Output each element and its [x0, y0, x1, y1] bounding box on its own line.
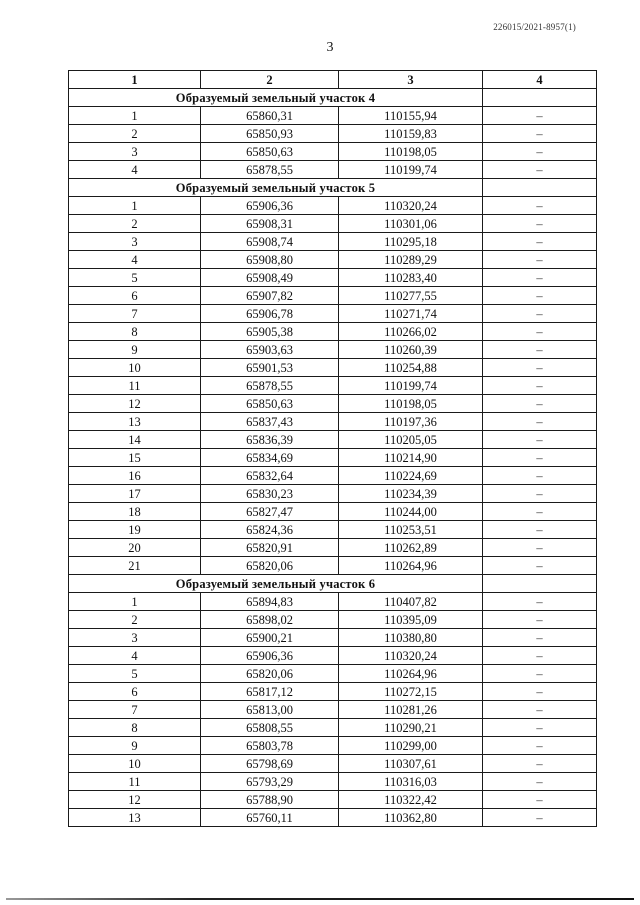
table-row — [69, 449, 597, 467]
section-title: Образуемый земельный участок 4 — [69, 89, 483, 107]
table-row — [69, 629, 597, 647]
point-number-cell: 1 — [69, 107, 201, 125]
y-coordinate-cell: 110205,05 — [339, 431, 483, 449]
table-row — [69, 341, 597, 359]
y-coordinate-cell: 110322,42 — [339, 791, 483, 809]
x-coordinate-cell: 65808,55 — [201, 719, 339, 737]
x-coordinate-cell: 65836,39 — [201, 431, 339, 449]
point-number-cell: 5 — [69, 269, 201, 287]
point-number-cell: 2 — [69, 215, 201, 233]
point-number-cell: 2 — [69, 125, 201, 143]
table-row — [69, 791, 597, 809]
point-number-cell: 12 — [69, 395, 201, 413]
point-number-cell: 10 — [69, 755, 201, 773]
y-coordinate-cell: 110199,74 — [339, 161, 483, 179]
table-row — [69, 719, 597, 737]
coordinates-table — [68, 70, 597, 827]
y-coordinate-cell: 110307,61 — [339, 755, 483, 773]
point-number-cell: 14 — [69, 431, 201, 449]
note-cell: – — [483, 359, 597, 377]
table-row — [69, 161, 597, 179]
note-cell: – — [483, 539, 597, 557]
note-cell: – — [483, 449, 597, 467]
y-coordinate-cell: 110198,05 — [339, 395, 483, 413]
note-cell: – — [483, 503, 597, 521]
table-row — [69, 539, 597, 557]
x-coordinate-cell: 65907,82 — [201, 287, 339, 305]
y-coordinate-cell: 110362,80 — [339, 809, 483, 827]
table-row — [69, 251, 597, 269]
table-row — [69, 809, 597, 827]
note-cell: – — [483, 233, 597, 251]
y-coordinate-cell: 110320,24 — [339, 197, 483, 215]
point-number-cell: 2 — [69, 611, 201, 629]
note-cell: – — [483, 341, 597, 359]
point-number-cell: 9 — [69, 737, 201, 755]
note-cell: – — [483, 287, 597, 305]
y-coordinate-cell: 110253,51 — [339, 521, 483, 539]
point-number-cell: 13 — [69, 809, 201, 827]
bottom-scan-edge — [6, 898, 634, 900]
table-row — [69, 485, 597, 503]
x-coordinate-cell: 65820,06 — [201, 557, 339, 575]
y-coordinate-cell: 110290,21 — [339, 719, 483, 737]
x-coordinate-cell: 65788,90 — [201, 791, 339, 809]
point-number-cell: 7 — [69, 701, 201, 719]
y-coordinate-cell: 110320,24 — [339, 647, 483, 665]
note-cell: – — [483, 161, 597, 179]
x-coordinate-cell: 65878,55 — [201, 377, 339, 395]
table-row — [69, 287, 597, 305]
note-cell: – — [483, 125, 597, 143]
note-cell: – — [483, 305, 597, 323]
section-empty-cell — [483, 89, 597, 107]
y-coordinate-cell: 110266,02 — [339, 323, 483, 341]
note-cell: – — [483, 773, 597, 791]
point-number-cell: 3 — [69, 143, 201, 161]
point-number-cell: 4 — [69, 161, 201, 179]
y-coordinate-cell: 110299,00 — [339, 737, 483, 755]
point-number-cell: 3 — [69, 629, 201, 647]
x-coordinate-cell: 65798,69 — [201, 755, 339, 773]
table-row — [69, 521, 597, 539]
y-coordinate-cell: 110283,40 — [339, 269, 483, 287]
point-number-cell: 21 — [69, 557, 201, 575]
y-coordinate-cell: 110244,00 — [339, 503, 483, 521]
table-row — [69, 233, 597, 251]
x-coordinate-cell: 65850,63 — [201, 143, 339, 161]
table-row — [69, 359, 597, 377]
point-number-cell: 4 — [69, 647, 201, 665]
point-number-cell: 6 — [69, 287, 201, 305]
point-number-cell: 11 — [69, 377, 201, 395]
point-number-cell: 3 — [69, 233, 201, 251]
y-coordinate-cell: 110301,06 — [339, 215, 483, 233]
x-coordinate-cell: 65817,12 — [201, 683, 339, 701]
table-row — [69, 701, 597, 719]
note-cell: – — [483, 269, 597, 287]
y-coordinate-cell: 110264,96 — [339, 665, 483, 683]
y-coordinate-cell: 110277,55 — [339, 287, 483, 305]
y-coordinate-cell: 110199,74 — [339, 377, 483, 395]
column-header: 2 — [201, 71, 339, 89]
y-coordinate-cell: 110264,96 — [339, 557, 483, 575]
x-coordinate-cell: 65850,93 — [201, 125, 339, 143]
note-cell: – — [483, 143, 597, 161]
point-number-cell: 11 — [69, 773, 201, 791]
x-coordinate-cell: 65830,23 — [201, 485, 339, 503]
table-row — [69, 611, 597, 629]
x-coordinate-cell: 65905,38 — [201, 323, 339, 341]
y-coordinate-cell: 110214,90 — [339, 449, 483, 467]
note-cell: – — [483, 737, 597, 755]
y-coordinate-cell: 110295,18 — [339, 233, 483, 251]
y-coordinate-cell: 110271,74 — [339, 305, 483, 323]
table-row — [69, 413, 597, 431]
y-coordinate-cell: 110159,83 — [339, 125, 483, 143]
y-coordinate-cell: 110289,29 — [339, 251, 483, 269]
note-cell: – — [483, 611, 597, 629]
section-title: Образуемый земельный участок 6 — [69, 575, 483, 593]
x-coordinate-cell: 65898,02 — [201, 611, 339, 629]
note-cell: – — [483, 701, 597, 719]
note-cell: – — [483, 215, 597, 233]
section-empty-cell — [483, 179, 597, 197]
table-row — [69, 665, 597, 683]
point-number-cell: 20 — [69, 539, 201, 557]
x-coordinate-cell: 65760,11 — [201, 809, 339, 827]
point-number-cell: 4 — [69, 251, 201, 269]
point-number-cell: 15 — [69, 449, 201, 467]
point-number-cell: 17 — [69, 485, 201, 503]
point-number-cell: 5 — [69, 665, 201, 683]
note-cell: – — [483, 521, 597, 539]
point-number-cell: 16 — [69, 467, 201, 485]
table-header-row — [69, 71, 597, 89]
note-cell: – — [483, 395, 597, 413]
note-cell: – — [483, 755, 597, 773]
table-row — [69, 467, 597, 485]
x-coordinate-cell: 65820,91 — [201, 539, 339, 557]
y-coordinate-cell: 110395,09 — [339, 611, 483, 629]
section-header-row — [69, 89, 597, 107]
y-coordinate-cell: 110224,69 — [339, 467, 483, 485]
y-coordinate-cell: 110197,36 — [339, 413, 483, 431]
x-coordinate-cell: 65860,31 — [201, 107, 339, 125]
table-row — [69, 395, 597, 413]
x-coordinate-cell: 65813,00 — [201, 701, 339, 719]
note-cell: – — [483, 107, 597, 125]
document-id: 226015/2021-8957(1) — [493, 22, 576, 32]
x-coordinate-cell: 65906,36 — [201, 197, 339, 215]
y-coordinate-cell: 110407,82 — [339, 593, 483, 611]
note-cell: – — [483, 791, 597, 809]
note-cell: – — [483, 377, 597, 395]
x-coordinate-cell: 65906,36 — [201, 647, 339, 665]
point-number-cell: 13 — [69, 413, 201, 431]
column-header: 1 — [69, 71, 201, 89]
table-row — [69, 269, 597, 287]
note-cell: – — [483, 485, 597, 503]
x-coordinate-cell: 65908,80 — [201, 251, 339, 269]
x-coordinate-cell: 65894,83 — [201, 593, 339, 611]
note-cell: – — [483, 197, 597, 215]
table-row — [69, 125, 597, 143]
y-coordinate-cell: 110380,80 — [339, 629, 483, 647]
point-number-cell: 1 — [69, 197, 201, 215]
x-coordinate-cell: 65793,29 — [201, 773, 339, 791]
point-number-cell: 19 — [69, 521, 201, 539]
section-title: Образуемый земельный участок 5 — [69, 179, 483, 197]
x-coordinate-cell: 65901,53 — [201, 359, 339, 377]
note-cell: – — [483, 665, 597, 683]
x-coordinate-cell: 65850,63 — [201, 395, 339, 413]
section-header-row — [69, 575, 597, 593]
y-coordinate-cell: 110260,39 — [339, 341, 483, 359]
table-row — [69, 197, 597, 215]
x-coordinate-cell: 65908,31 — [201, 215, 339, 233]
table-row — [69, 737, 597, 755]
point-number-cell: 7 — [69, 305, 201, 323]
point-number-cell: 18 — [69, 503, 201, 521]
x-coordinate-cell: 65906,78 — [201, 305, 339, 323]
x-coordinate-cell: 65908,74 — [201, 233, 339, 251]
table-row — [69, 143, 597, 161]
table-row — [69, 377, 597, 395]
point-number-cell: 12 — [69, 791, 201, 809]
x-coordinate-cell: 65908,49 — [201, 269, 339, 287]
y-coordinate-cell: 110234,39 — [339, 485, 483, 503]
note-cell: – — [483, 683, 597, 701]
y-coordinate-cell: 110254,88 — [339, 359, 483, 377]
table-row — [69, 323, 597, 341]
note-cell: – — [483, 251, 597, 269]
table-row — [69, 215, 597, 233]
table-row — [69, 647, 597, 665]
x-coordinate-cell: 65834,69 — [201, 449, 339, 467]
x-coordinate-cell: 65878,55 — [201, 161, 339, 179]
y-coordinate-cell: 110316,03 — [339, 773, 483, 791]
note-cell: – — [483, 719, 597, 737]
x-coordinate-cell: 65803,78 — [201, 737, 339, 755]
note-cell: – — [483, 557, 597, 575]
point-number-cell: 9 — [69, 341, 201, 359]
y-coordinate-cell: 110198,05 — [339, 143, 483, 161]
table-row — [69, 755, 597, 773]
y-coordinate-cell: 110281,26 — [339, 701, 483, 719]
note-cell: – — [483, 809, 597, 827]
point-number-cell: 1 — [69, 593, 201, 611]
x-coordinate-cell: 65837,43 — [201, 413, 339, 431]
section-header-row — [69, 179, 597, 197]
table-row — [69, 305, 597, 323]
section-empty-cell — [483, 575, 597, 593]
table-row — [69, 503, 597, 521]
x-coordinate-cell: 65820,06 — [201, 665, 339, 683]
x-coordinate-cell: 65827,47 — [201, 503, 339, 521]
point-number-cell: 6 — [69, 683, 201, 701]
y-coordinate-cell: 110155,94 — [339, 107, 483, 125]
table-row — [69, 431, 597, 449]
x-coordinate-cell: 65824,36 — [201, 521, 339, 539]
table-body — [69, 89, 597, 827]
note-cell: – — [483, 467, 597, 485]
point-number-cell: 8 — [69, 719, 201, 737]
point-number-cell: 8 — [69, 323, 201, 341]
page-number: 3 — [326, 40, 334, 55]
table-row — [69, 773, 597, 791]
table-row — [69, 557, 597, 575]
table-row — [69, 683, 597, 701]
y-coordinate-cell: 110272,15 — [339, 683, 483, 701]
note-cell: – — [483, 593, 597, 611]
note-cell: – — [483, 629, 597, 647]
note-cell: – — [483, 647, 597, 665]
note-cell: – — [483, 431, 597, 449]
note-cell: – — [483, 413, 597, 431]
x-coordinate-cell: 65900,21 — [201, 629, 339, 647]
note-cell: – — [483, 323, 597, 341]
table-row — [69, 107, 597, 125]
x-coordinate-cell: 65832,64 — [201, 467, 339, 485]
column-header: 3 — [339, 71, 483, 89]
x-coordinate-cell: 65903,63 — [201, 341, 339, 359]
y-coordinate-cell: 110262,89 — [339, 539, 483, 557]
column-header: 4 — [483, 71, 597, 89]
point-number-cell: 10 — [69, 359, 201, 377]
table-row — [69, 593, 597, 611]
